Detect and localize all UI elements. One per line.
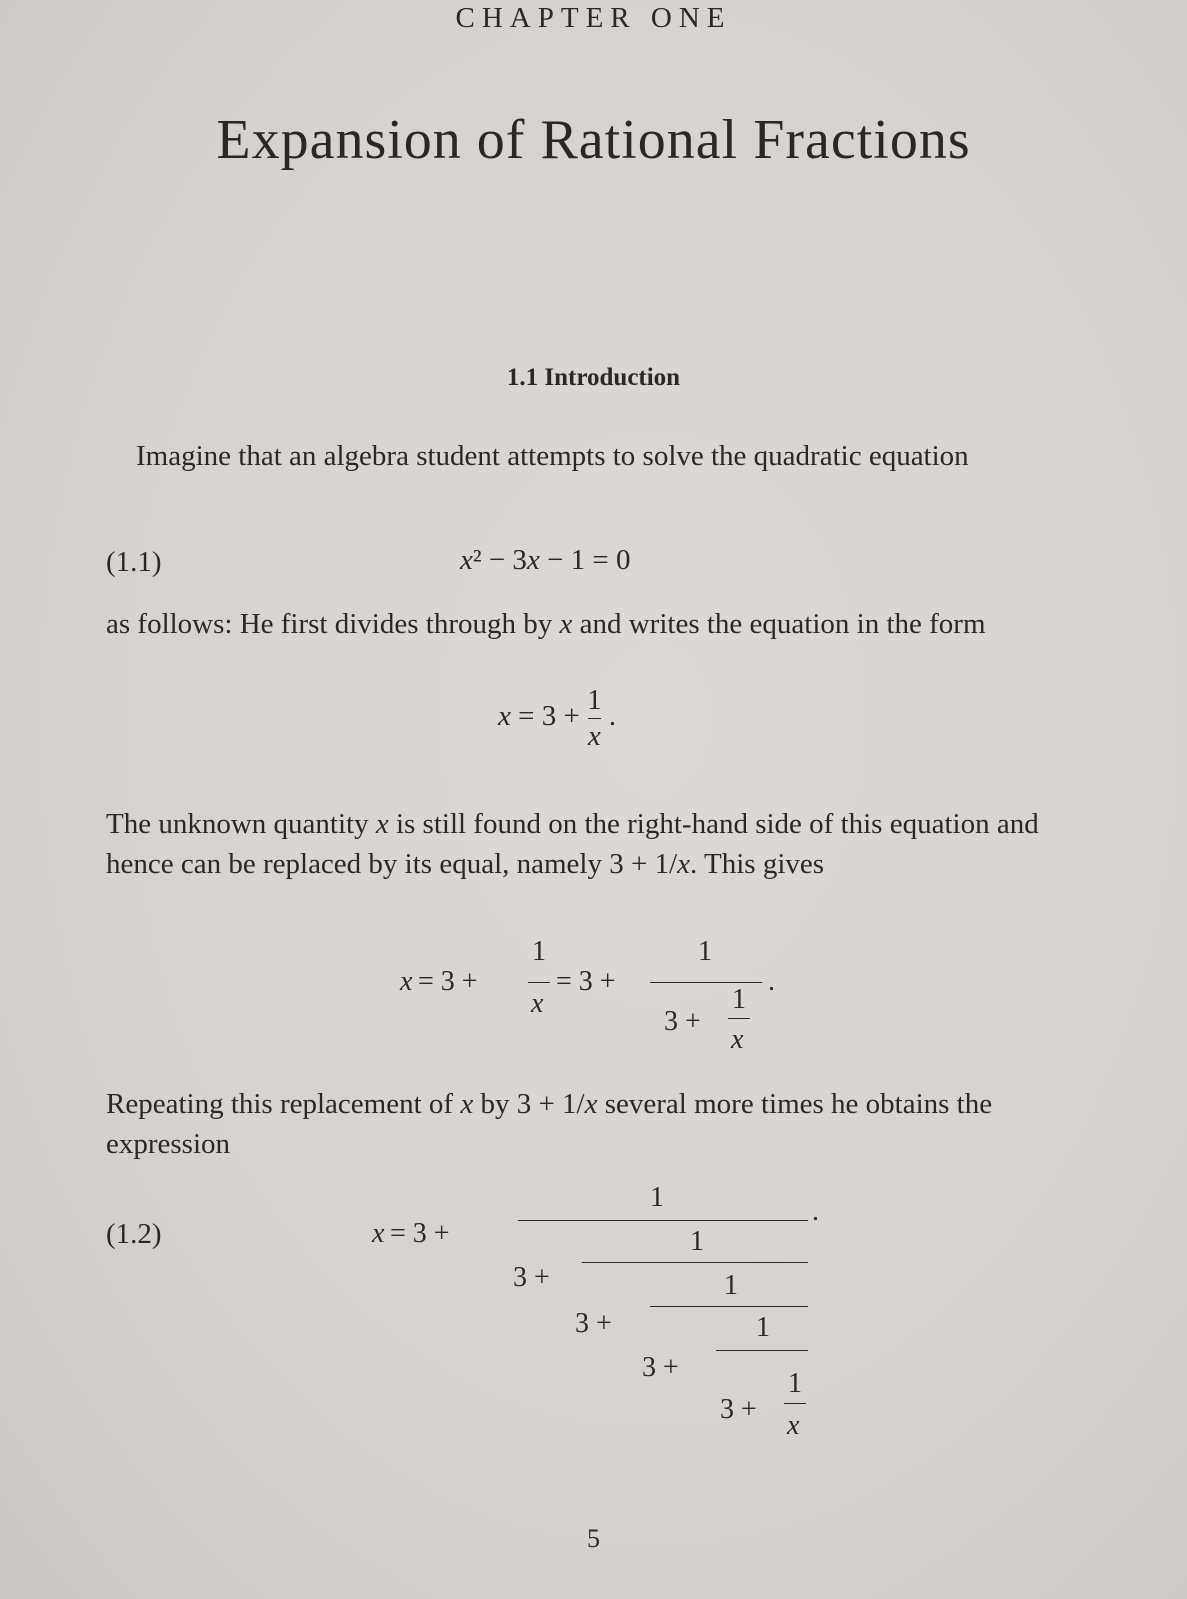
cf-three-plus-1: 3 + xyxy=(513,1262,550,1293)
section-heading: 1.1 Introduction xyxy=(506,364,681,391)
cf-num-4: 1 xyxy=(756,1312,770,1343)
p4-var-2: x xyxy=(584,1088,598,1120)
eq1-var-x2: x xyxy=(526,544,540,576)
cf-three-plus-2: 3 + xyxy=(575,1308,612,1339)
p4-text-c: several more times he obtains the expression xyxy=(106,1088,993,1160)
eq3-den3: x xyxy=(731,1024,744,1055)
cf-num-5: 1 xyxy=(788,1368,802,1399)
p4-text-b: by 3 + 1/ xyxy=(480,1088,585,1120)
paragraph-unknown xyxy=(106,804,1086,884)
eq1-var-x: x xyxy=(460,544,473,576)
cf-three-plus-4: 3 + xyxy=(720,1394,757,1425)
p2-var: x xyxy=(559,608,573,640)
eq3-mid2: = 3 + xyxy=(556,966,616,997)
cf-den-5: x xyxy=(787,1410,800,1441)
eq3-mid: = 3 + xyxy=(418,966,478,997)
eq12-lhs: x xyxy=(372,1218,385,1249)
equation-substitution: x = 3 + 1 x = 3 + 1 3 + 1 x . xyxy=(400,936,775,1055)
paragraph-divide xyxy=(106,604,1086,644)
cf-three-plus-3: 3 + xyxy=(642,1352,679,1383)
p3-text-a: The unknown quantity xyxy=(106,808,369,840)
paragraph-intro: Imagine that an algebra student attempts to solve the quadratic equation xyxy=(136,440,969,472)
eq1-part: ² − 3 xyxy=(472,544,527,576)
eq3-lhs: x xyxy=(400,966,413,997)
chapter-label: CHAPTER ONE xyxy=(455,2,732,34)
cf-num-2: 1 xyxy=(690,1226,704,1257)
equation-number-1-2: (1.2) xyxy=(106,1218,162,1250)
equation-1-1 xyxy=(460,544,631,577)
cf-num-3: 1 xyxy=(724,1270,738,1301)
p2-text-a: as follows: He first divides through by xyxy=(106,608,553,640)
eq2-numerator: 1 xyxy=(587,684,602,716)
p3-var-2: x xyxy=(677,848,691,880)
eq2-fraction xyxy=(587,686,602,751)
eq3-num1: 1 xyxy=(532,936,546,967)
eq3-num2: 1 xyxy=(698,936,712,967)
p4-text-a: Repeating this replacement of xyxy=(106,1088,454,1120)
equation-number-1-1: (1.1) xyxy=(106,546,162,578)
eq2-lhs: x xyxy=(498,700,511,733)
page-number: 5 xyxy=(587,1524,600,1553)
p3-var: x xyxy=(375,808,389,840)
p3-text-c: . This gives xyxy=(690,848,825,880)
eq12-mid: = 3 + xyxy=(390,1218,450,1249)
p2-text-b: and writes the equation in the form xyxy=(579,608,986,640)
eq2-mid: = 3 + xyxy=(510,700,588,733)
chapter-title: Expansion of Rational Fractions xyxy=(216,109,971,171)
eq3-den1: x xyxy=(531,988,544,1019)
cf-num-1: 1 xyxy=(650,1182,664,1213)
eq3-three-plus: 3 + xyxy=(664,1006,701,1037)
equation-1-2-continued-fraction: x = 3 + 1 3 + 1 3 + 1 3 + 1 3 + 1 x . xyxy=(372,1182,819,1441)
p3-text-b: is still found on the right-hand side of this equation and hence can be replaced by its equal, namely 3 + 1/ xyxy=(106,808,1039,880)
paragraph-repeating xyxy=(106,1084,1086,1164)
eq1-end: − 1 = 0 xyxy=(539,544,631,576)
eq2-denominator: x xyxy=(587,720,601,752)
p4-var: x xyxy=(460,1088,474,1120)
equation-x-equals: x = 3 + $\frac{1}{x}$ . xyxy=(498,684,617,752)
eq3-num3: 1 xyxy=(732,984,746,1015)
